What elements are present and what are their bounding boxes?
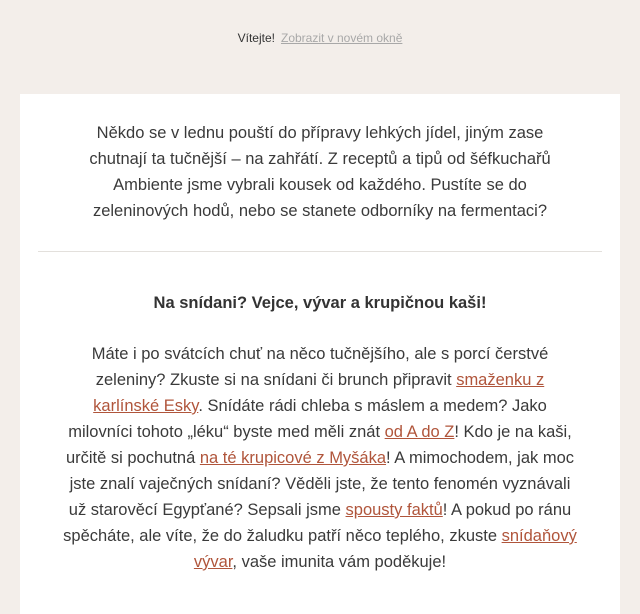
open-in-new-window-link[interactable]: Zobrazit v novém okně [280, 31, 403, 45]
section-paragraph [20, 314, 620, 575]
welcome-text: Vítejte! [237, 31, 275, 45]
section-text: . Snídáte rádi chleba s máslem a medem? Jako milovníci tohoto „léku“ byste med měli znát [68, 397, 547, 441]
smazenka-link[interactable]: smaženku z karlínské Esky [93, 371, 545, 415]
honey-a-to-z-link[interactable]: od A do Z [384, 423, 455, 441]
section-text: ! A pokud po ránu spěcháte, ale víte, že do žaludku patří něco teplého, zkuste [63, 501, 572, 545]
intro-paragraph: Někdo se v lednu pouští do přípravy lehkých jídel, jiným zase chutnají ta tučnější – na zahřátí. Z receptů a tipů od šéfkuchařů Ambiente jsme vybrali kousek od každého. Pustíte se do zeleninových hodů, nebo se stanete odborníky na fermentaci? [89, 124, 551, 220]
section-text: ! Kdo je na kaši, určitě si pochutná [65, 423, 572, 467]
email-content-card [20, 94, 620, 614]
breakfast-broth-link[interactable]: snídaňový vývar [193, 527, 577, 571]
section-text: , vaše imunita vám poděkuje! [232, 553, 447, 571]
egg-facts-link[interactable]: spousty faktů [345, 501, 443, 519]
section-title: Na snídani? Vejce, vývar a krupičnou kaši! [153, 294, 487, 312]
section-text: ! A mimochodem, jak moc jste znalí vaječných snídaní? Věděli jste, že tento fenomén vyznávali už starověcí Egypťané? Sepsali jsme [68, 449, 575, 519]
preheader [0, 0, 640, 76]
section-text: Máte i po svátcích chuť na něco tučnějšího, ale s porcí čerstvé zeleniny? Zkuste si na snídani či brunch připravit [91, 345, 549, 389]
semolina-porridge-link[interactable]: na té krupicové z Myšáka [199, 449, 387, 467]
